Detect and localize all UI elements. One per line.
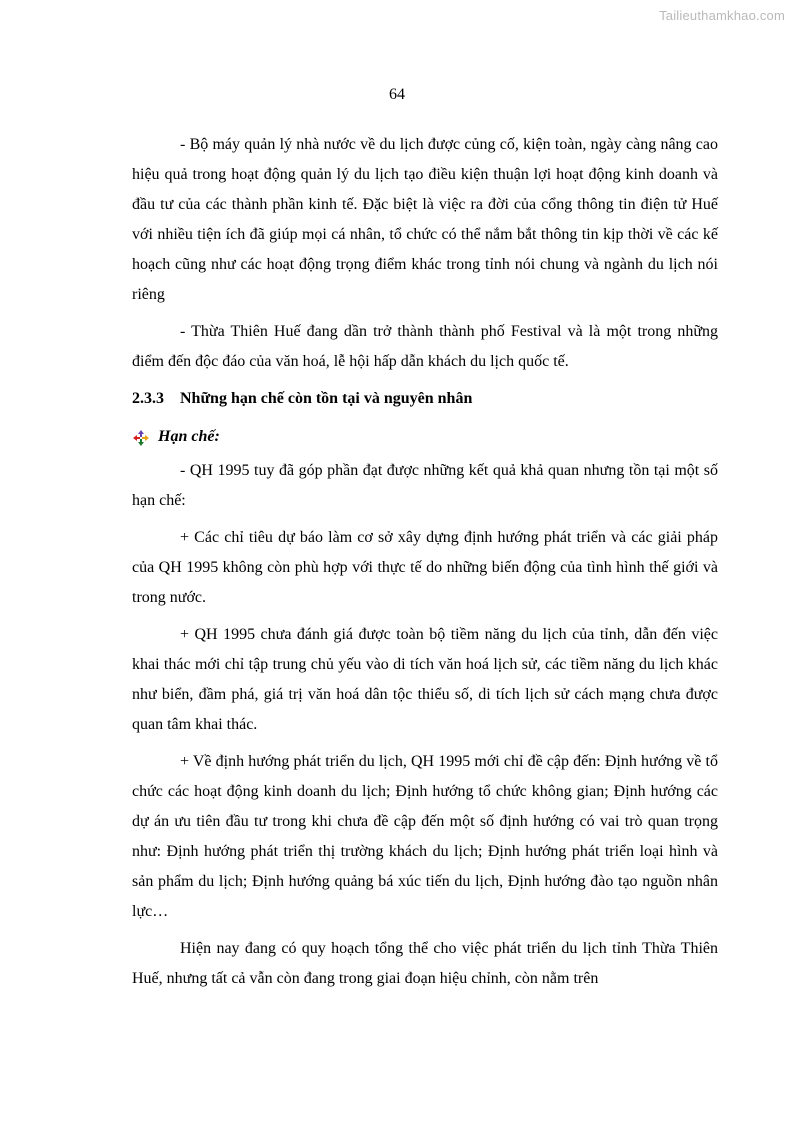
subsection-title: Hạn chế: bbox=[158, 428, 220, 445]
paragraph: - QH 1995 tuy đã góp phần đạt được những kết quả khả quan nhưng tồn tại một số hạn chế: bbox=[132, 462, 718, 509]
paragraph: + QH 1995 chưa đánh giá được toàn bộ tiềm năng du lịch của tỉnh, dẫn đến việc khai thác mới chỉ tập trung chủ yếu vào di tích văn hoá lịch sử, các tiềm năng du lịch khác như biển, đầm phá, giá trị văn hoá dân tộc thiểu số, di tích lịch sử cách mạng chưa được quan tâm khai thác. bbox=[132, 626, 718, 733]
section-title: Những hạn chế còn tồn tại và nguyên nhân bbox=[180, 390, 473, 407]
paragraph: + Về định hướng phát triển du lịch, QH 1995 mới chỉ đề cập đến: Định hướng về tổ chức các hoạt động kinh doanh du lịch; Định hướng tổ chức không gian; Định hướng các dự án ưu tiên đầu tư trong khi chưa đề cập đến một số định hướng có vai trò quan trọng như: Định hướng phát triển thị trường khách du lịch; Định hướng phát triển loại hình và sản phẩm du lịch; Định hướng quảng bá xúc tiến du lịch, Định hướng đào tạo nguồn nhân lực… bbox=[132, 753, 718, 920]
subsection-heading bbox=[132, 422, 718, 452]
page-number: 64 bbox=[389, 86, 405, 103]
paragraph: - Bộ máy quản lý nhà nước về du lịch được củng cố, kiện toàn, ngày càng nâng cao hiệu quả trong hoạt động quản lý du lịch tạo điều kiện thuận lợi hoạt động kinh doanh và đầu tư của các thành phần kinh tế. Đặc biệt là việc ra đời của cổng thông tin điện tử Huế với nhiều tiện ích đã giúp mọi cá nhân, tổ chức có thể nắm bắt thông tin kịp thời về các kế hoạch cũng như các hoạt động trọng điểm khác trong tỉnh nói chung và ngành du lịch nói riêng bbox=[132, 136, 718, 303]
paragraph: Hiện nay đang có quy hoạch tổng thể cho việc phát triển du lịch tỉnh Thừa Thiên Huế, nhưng tất cả vẫn còn đang trong giai đoạn hiệu chỉnh, còn nằm trên bbox=[132, 940, 718, 987]
document-body bbox=[132, 130, 718, 1001]
paragraph: + Các chỉ tiêu dự báo làm cơ sở xây dựng định hướng phát triển và các giải pháp của QH 1995 không còn phù hợp với thực tế do những biến động của tình hình thế giới và trong nước. bbox=[132, 529, 718, 606]
section-number: 2.3.3 bbox=[132, 390, 164, 407]
bullet-arrow-icon bbox=[132, 428, 150, 446]
section-heading bbox=[132, 384, 718, 414]
watermark: Tailieuthamkhao.com bbox=[659, 8, 785, 23]
paragraph: - Thừa Thiên Huế đang dần trở thành thành phố Festival và là một trong những điểm đến độc đáo của văn hoá, lễ hội hấp dẫn khách du lịch quốc tế. bbox=[132, 323, 718, 370]
